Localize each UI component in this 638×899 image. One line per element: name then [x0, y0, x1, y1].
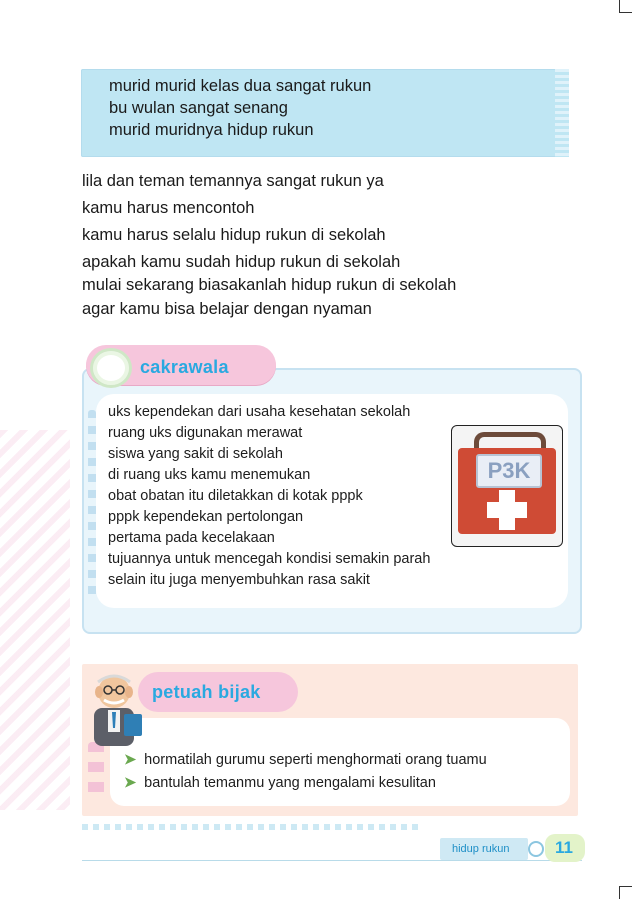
- cakrawala-line: siswa yang sakit di sekolah: [108, 446, 283, 462]
- verse-line: bu wulan sangat senang: [109, 99, 288, 117]
- wise-old-man-icon: [84, 668, 144, 748]
- body-line: kamu harus mencontoh: [82, 199, 255, 217]
- footer-rule: [82, 860, 582, 861]
- petuah-title: petuah bijak: [152, 682, 261, 702]
- bullet-item: [124, 775, 436, 791]
- footer-dotted-rule: [82, 824, 422, 830]
- verse-line: murid muridnya hidup rukun: [109, 121, 314, 139]
- cakrawala-line: pppk kependekan pertolongan: [108, 509, 304, 525]
- verse-line: murid murid kelas dua sangat rukun: [109, 77, 372, 95]
- body-line: mulai sekarang biasakanlah hidup rukun di sekolah: [82, 276, 457, 294]
- kit-label: P3K: [476, 454, 542, 488]
- arrow-bullet-icon: ➤: [124, 775, 137, 791]
- binding-decoration: [88, 742, 104, 798]
- first-aid-kit-image: [451, 425, 563, 547]
- cakrawala-line: di ruang uks kamu menemukan: [108, 467, 311, 483]
- crop-mark-top: [619, 0, 632, 13]
- verse-box: [81, 69, 569, 157]
- body-line: lila dan teman temannya sangat rukun ya: [82, 172, 384, 190]
- kit-box: [458, 448, 556, 534]
- cakrawala-line: obat obatan itu diletakkan di kotak pppk: [108, 488, 363, 504]
- cakrawala-title: cakrawala: [140, 357, 229, 377]
- bullet-text: hormatilah gurumu seperti menghormati orang tuamu: [144, 752, 487, 768]
- body-line: agar kamu bisa belajar dengan nyaman: [82, 300, 372, 318]
- cakrawala-line: tujuannya untuk mencegah kondisi semakin parah: [108, 551, 431, 567]
- red-cross-icon: [487, 502, 527, 518]
- crop-mark-bottom: [619, 886, 632, 899]
- chapter-name: hidup rukun: [452, 843, 510, 855]
- cakrawala-line: pertama pada kecelakaan: [108, 530, 275, 546]
- bullet-item: [124, 752, 487, 768]
- cakrawala-line: uks kependekan dari usaha kesehatan sekolah: [108, 404, 411, 420]
- cakrawala-line: ruang uks digunakan merawat: [108, 425, 303, 441]
- body-line: kamu harus selalu hidup rukun di sekolah: [82, 226, 386, 244]
- ring-icon: [90, 348, 132, 388]
- arrow-bullet-icon: ➤: [124, 752, 137, 768]
- cakrawala-line: selain itu juga menyembuhkan rasa sakit: [108, 572, 370, 588]
- page-number: 11: [555, 838, 573, 857]
- bullet-text: bantulah temanmu yang mengalami kesulitan: [144, 775, 436, 791]
- decorative-stripes: [0, 430, 70, 810]
- ring-icon: [528, 841, 544, 857]
- binding-decoration: [88, 410, 96, 602]
- body-line: apakah kamu sudah hidup rukun di sekolah: [82, 253, 401, 271]
